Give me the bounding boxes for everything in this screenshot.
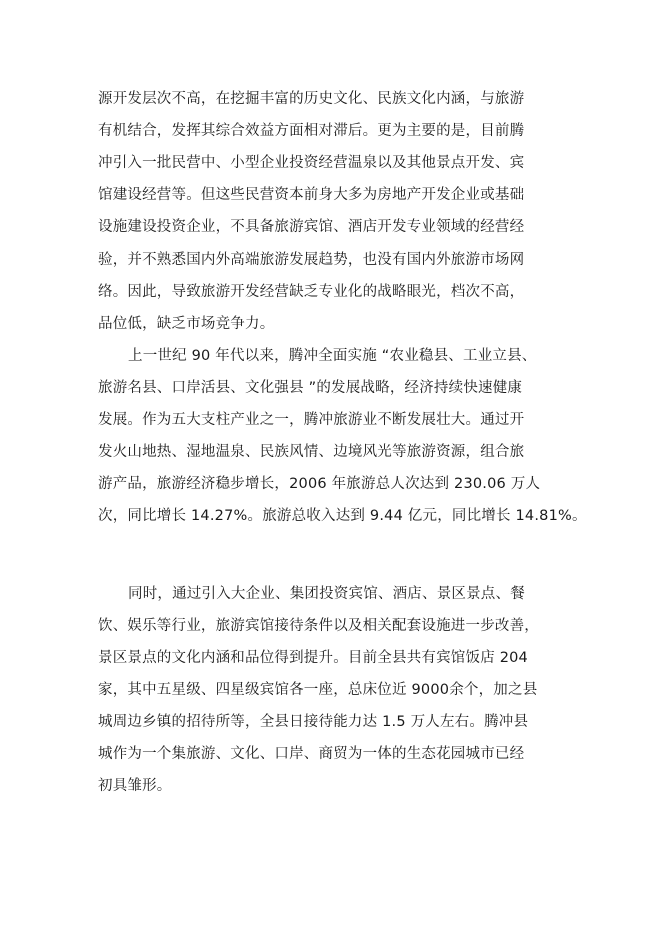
text-line: 上一世纪 90 年代以来，腾冲全面实施 “农业稳县、工业立县、	[128, 348, 537, 364]
text-line: 旅游名县、口岸活县、文化强县 ”的发展战略，经济持续快速健康	[98, 380, 523, 396]
text-line: 设施建设投资企业，不具备旅游宾馆、酒店开发专业领域的经营经	[98, 219, 525, 235]
text-line: 馆建设经营等。但这些民营资本前身大多为房地产开发企业或基础	[98, 187, 525, 203]
text-line: 游产品，旅游经济稳步增长，2006 年旅游总人次达到 230.06 万人	[98, 476, 541, 492]
text-line: 品位低，缺乏市场竞争力。	[98, 316, 275, 332]
text-line: 城周边乡镇的招待所等，全县日接待能力达 1.5 万人左右。腾冲县	[98, 714, 529, 730]
text-line: 饮、娱乐等行业，旅游宾馆接待条件以及相关配套设施进一步改善，	[98, 618, 539, 634]
text-line: 发火山地热、湿地温泉、民族风情、边境风光等旅游资源，组合旅	[98, 444, 525, 460]
text-line: 源开发层次不高，在挖掘丰富的历史文化、民族文化内涵，与旅游	[98, 91, 525, 107]
text-line: 家，其中五星级、四星级宾馆各一座，总床位近 9000余个，加之县	[98, 682, 538, 698]
text-line: 冲引入一批民营中、小型企业投资经营温泉以及其他景点开发、宾	[98, 155, 525, 171]
text-line: 验，并不熟悉国内外高端旅游发展趋势，也没有国内外旅游市场网	[98, 252, 525, 268]
text-line: 同时，通过引入大企业、集团投资宾馆、酒店、景区景点、餐	[128, 586, 525, 602]
text-line: 次，同比增长 14.27%。旅游总收入达到 9.44 亿元，同比增长 14.81%。	[98, 508, 587, 524]
text-line: 景区景点的文化内涵和品位得到提升。目前全县共有宾馆饭店 204	[98, 650, 528, 666]
text-line: 初具雏形。	[98, 778, 172, 794]
text-line: 发展。作为五大支柱产业之一，腾冲旅游业不断发展壮大。通过开	[98, 412, 525, 428]
text-line: 城作为一个集旅游、文化、口岸、商贸为一体的生态花园城市已经	[98, 746, 525, 762]
text-line: 有机结合，发挥其综合效益方面相对滞后。更为主要的是，目前腾	[98, 123, 525, 139]
text-line: 络。因此，导致旅游开发经营缺乏专业化的战略眼光，档次不高，	[98, 284, 525, 300]
